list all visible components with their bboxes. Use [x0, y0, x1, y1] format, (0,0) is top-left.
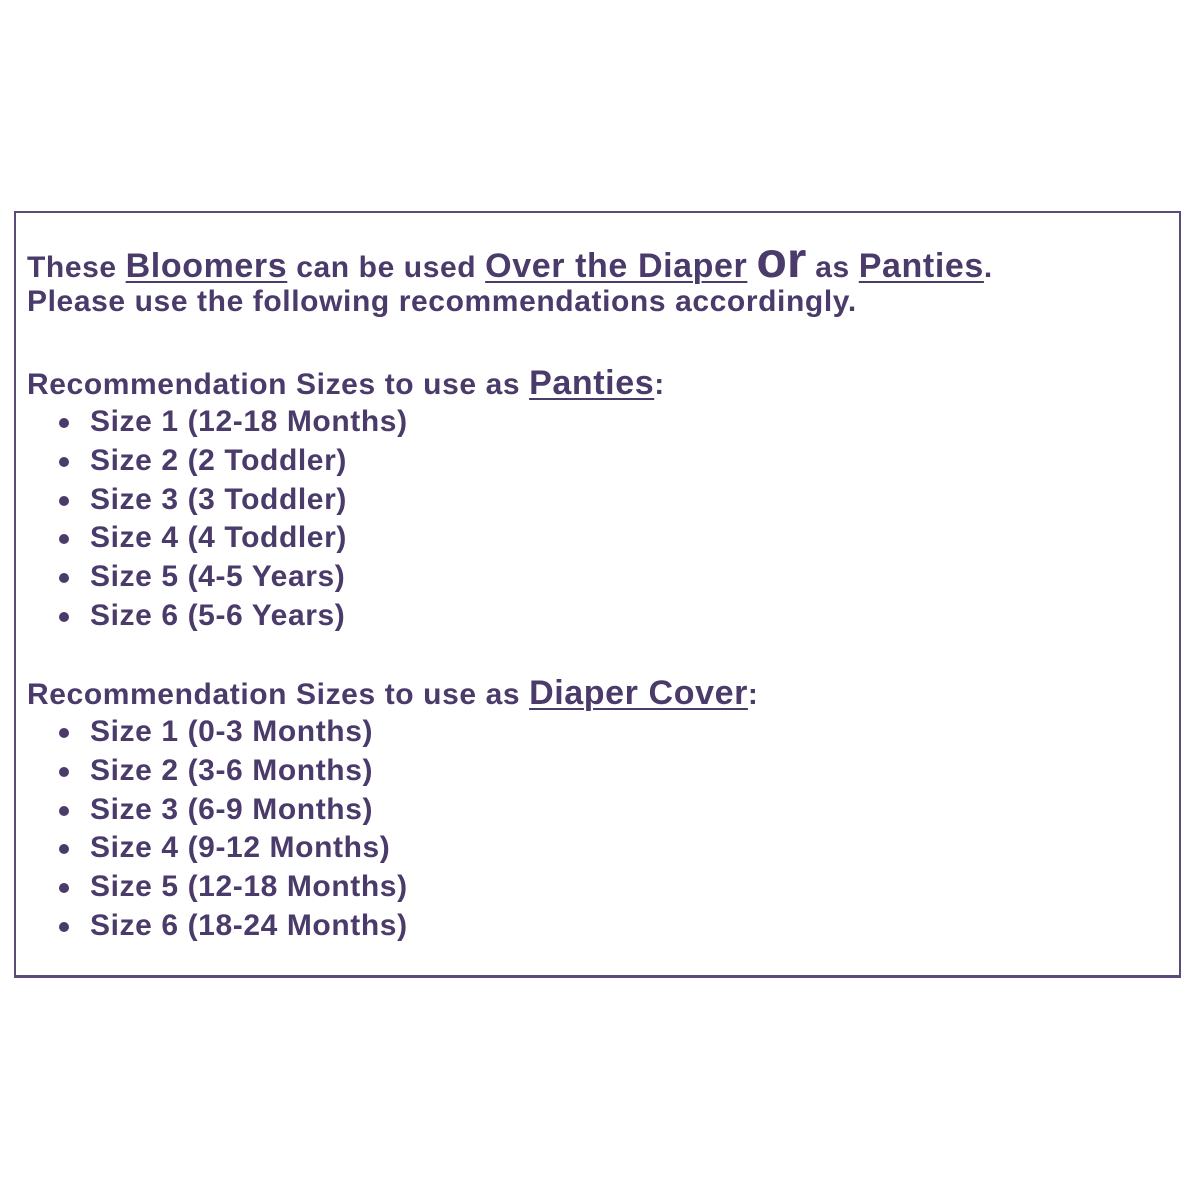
bullet-icon	[59, 534, 69, 544]
intro-phrase-can-be-used: can be used	[296, 251, 477, 284]
size-label: Size 4 (4 Toddler)	[90, 521, 347, 555]
bullet-icon	[59, 883, 69, 893]
list-item	[27, 597, 665, 636]
intro-line-1	[27, 232, 993, 288]
panties-section	[27, 363, 665, 636]
list-item	[27, 558, 665, 597]
bullet-icon	[59, 922, 69, 932]
bullet-icon	[59, 573, 69, 583]
size-label: Size 6 (18-24 Months)	[90, 908, 408, 942]
list-item	[27, 907, 759, 946]
size-guide-card	[14, 211, 1181, 978]
intro-term-over-the-diaper: Over the Diaper	[485, 247, 748, 285]
intro-term-panties: Panties	[858, 247, 984, 285]
intro-line-2: Please use the following recommendations accordingly.	[27, 285, 857, 318]
bullet-icon	[59, 418, 69, 428]
intro-word-as: as	[815, 251, 850, 284]
bullet-icon	[59, 844, 69, 854]
panties-heading	[27, 363, 665, 403]
list-item	[27, 403, 665, 442]
size-label: Size 3 (3 Toddler)	[90, 482, 347, 516]
panties-heading-colon: :	[654, 368, 665, 401]
list-item	[27, 519, 665, 558]
diaper-cover-heading-prefix: Recommendation Sizes to use as	[27, 678, 521, 711]
bullet-icon	[59, 496, 69, 506]
bullet-icon	[59, 767, 69, 777]
intro-word-these: These	[27, 251, 117, 284]
bullet-icon	[59, 806, 69, 816]
size-label: Size 1 (0-3 Months)	[90, 715, 374, 748]
list-item	[27, 868, 759, 907]
intro-term-bloomers: Bloomers	[125, 247, 288, 285]
intro-word-or: or	[756, 232, 807, 288]
list-item	[27, 481, 665, 520]
size-label: Size 5 (4-5 Years)	[90, 560, 346, 594]
size-label: Size 1 (12-18 Months)	[90, 405, 408, 438]
size-label: Size 2 (3-6 Months)	[90, 753, 374, 787]
diaper-cover-heading-term: Diaper Cover	[529, 674, 748, 712]
size-label: Size 5 (12-18 Months)	[90, 870, 408, 904]
size-label: Size 2 (2 Toddler)	[90, 443, 347, 477]
size-label: Size 4 (9-12 Months)	[90, 831, 391, 865]
size-label: Size 3 (6-9 Months)	[90, 792, 374, 826]
list-item	[27, 829, 759, 868]
panties-heading-prefix: Recommendation Sizes to use as	[27, 368, 521, 401]
bullet-icon	[59, 612, 69, 622]
list-item	[27, 713, 759, 752]
list-item	[27, 752, 759, 791]
size-label: Size 6 (5-6 Years)	[90, 598, 346, 632]
panties-heading-term: Panties	[529, 364, 655, 402]
bullet-icon	[59, 457, 69, 467]
list-item	[27, 791, 759, 830]
diaper-cover-heading	[27, 673, 759, 713]
list-item	[27, 442, 665, 481]
bullet-icon	[59, 728, 69, 738]
intro-period: .	[983, 251, 993, 284]
diaper-cover-section	[27, 673, 759, 946]
intro-text	[27, 232, 993, 322]
diaper-cover-heading-colon: :	[747, 678, 759, 711]
diaper-cover-size-list	[27, 713, 759, 946]
panties-size-list	[27, 403, 665, 636]
